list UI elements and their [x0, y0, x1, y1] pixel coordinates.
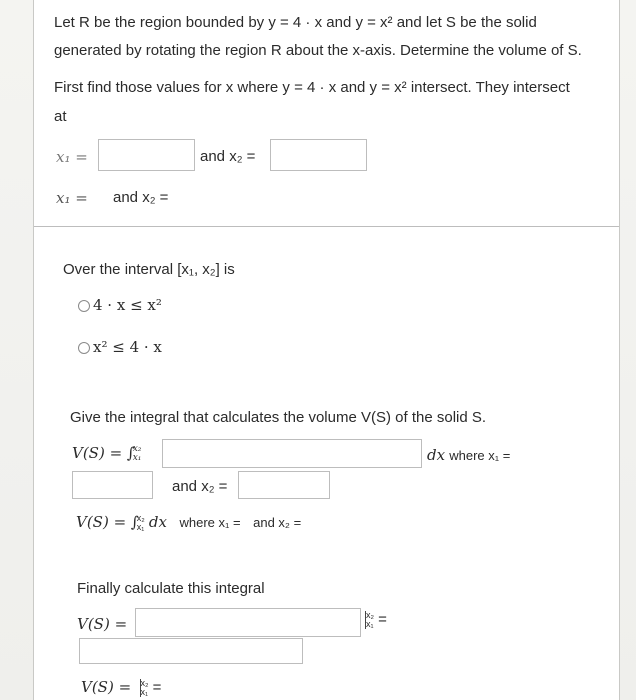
interval-option-2[interactable]: x² ≤ 4 · x [78, 338, 162, 356]
radio-icon[interactable] [78, 300, 90, 312]
x1-input[interactable] [98, 139, 195, 171]
x1-label: x₁ = [56, 148, 88, 166]
problem-line-1: Let R be the region bounded by y = 4 · x and y = x² and let S be the solid [54, 14, 537, 31]
section-divider [34, 226, 619, 227]
antiderivative-input[interactable] [135, 608, 361, 637]
final-vs-label: V(S) = [77, 615, 128, 633]
problem-line-4: at [54, 108, 67, 125]
x2-input[interactable] [270, 139, 367, 171]
and-x2-text: and x₂ = [113, 189, 169, 206]
interval-prompt: Over the interval [x₁, x₂] is [63, 261, 235, 278]
final-value-input[interactable] [79, 638, 303, 664]
final-line-2: V(S) = x₂ x₁ = [81, 678, 162, 698]
dx-where: dx where x₁ = [427, 446, 511, 464]
x1-text: x₁ = [56, 189, 88, 207]
lower-limit-input[interactable] [72, 471, 153, 499]
final-prompt: Finally calculate this integral [77, 580, 265, 597]
integral-limits: x₂ x₁ [132, 444, 142, 463]
radio-icon[interactable] [78, 342, 90, 354]
question-card [33, 0, 620, 700]
integral-text-line: V(S) = ∫ x₂ x₁ dx where x₁ = and x₂ = [76, 513, 302, 533]
upper-limit-input[interactable] [238, 471, 330, 499]
eval-bar: x₂ x₁ = [366, 610, 387, 630]
integrand-input[interactable] [162, 439, 422, 468]
and-x2-label: and x₂ = [200, 148, 256, 165]
integral-and-x2-label: and x₂ = [172, 478, 228, 495]
problem-line-2: generated by rotating the region R about the x-axis. Determine the volume of S. [54, 42, 582, 59]
interval-option-1[interactable]: 4 · x ≤ x² [78, 296, 162, 314]
integral-label: V(S) = ∫ x₂ x₁ [72, 444, 142, 463]
integral-prompt: Give the integral that calculates the volume V(S) of the solid S. [70, 409, 487, 426]
problem-line-3: First find those values for x where y = 4 · x and y = x² intersect. They intersect [54, 79, 570, 96]
